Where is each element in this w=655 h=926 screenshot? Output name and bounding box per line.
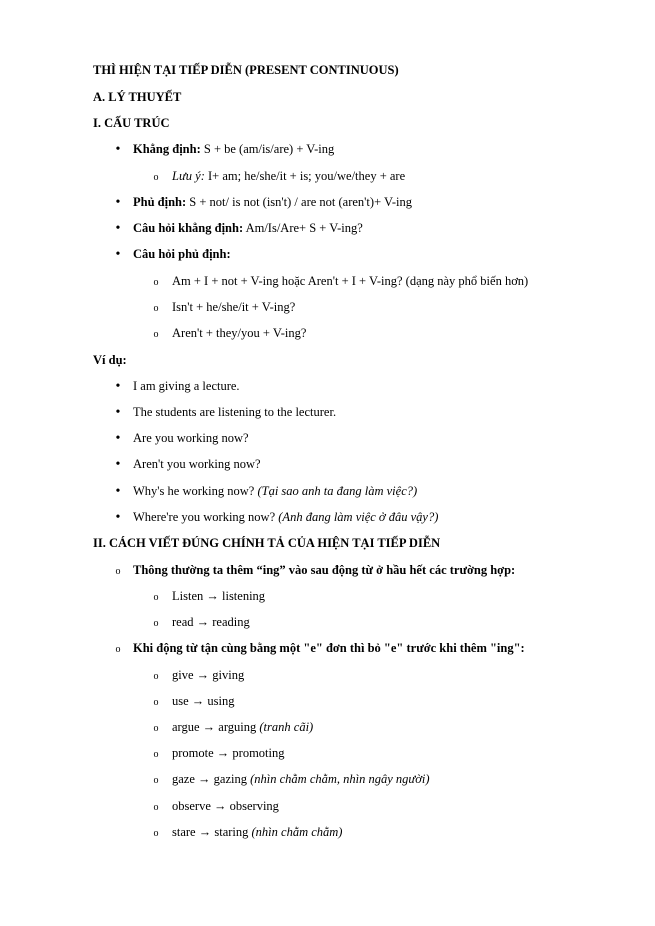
note-label: Lưu ý: (172, 169, 205, 183)
rule-1-example (172, 614, 250, 630)
example-text: The students are listening to the lecturer. (133, 405, 337, 419)
arrow-icon: → (216, 746, 230, 760)
note-line (172, 168, 405, 184)
example-translation: (Tại sao anh ta đang làm việc?) (257, 484, 418, 498)
example-item (133, 378, 240, 394)
verb-translation: (nhìn chằm chằm) (251, 825, 343, 839)
arrow-icon: → (198, 825, 212, 839)
question-label: Câu hỏi khẳng định: (133, 221, 244, 235)
section-a-heading: A. LÝ THUYẾT (93, 90, 182, 104)
rule-2-example (172, 771, 430, 787)
verb-ing: promoting (229, 746, 285, 760)
sub-bullet-icon (151, 719, 161, 735)
example-text: Aren't you working now? (133, 457, 261, 471)
rule-2-example (172, 798, 279, 814)
arrow-icon: → (191, 694, 205, 708)
section-i-heading: I. CẤU TRÚC (93, 116, 170, 130)
rule-2: Khi động từ tận cùng bằng một "e" đơn thì bỏ "e" trước khi thêm "ing": (133, 641, 525, 655)
bullet-icon (113, 456, 123, 472)
question-structure (133, 220, 363, 236)
verb-translation: (tranh cãi) (259, 720, 314, 734)
verb-ing: staring (211, 825, 252, 839)
bullet-icon (113, 378, 123, 394)
sub-bullet-icon (151, 693, 161, 709)
sub-bullet-icon (151, 771, 161, 787)
bullet-icon (113, 483, 123, 499)
bullet-icon (113, 509, 123, 525)
bullet-icon (113, 220, 123, 236)
negative-question-form-2: Isn't + he/she/it + V-ing? (172, 300, 296, 314)
verb-ing: gazing (210, 772, 251, 786)
sub-bullet-icon (151, 798, 161, 814)
verb-base: observe (172, 799, 214, 813)
rule-2-example (172, 745, 285, 761)
verb-base: argue (172, 720, 203, 734)
verb-base: promote (172, 746, 217, 760)
rule-1: Thông thường ta thêm “ing” vào sau động từ ở hầu hết các trường hợp: (133, 563, 516, 577)
example-item (133, 404, 336, 420)
bullet-icon (113, 246, 123, 262)
affirmative-label: Khẳng định: (133, 142, 201, 156)
verb-base: give (172, 668, 197, 682)
arrow-icon: → (198, 772, 211, 786)
rule-1-example (172, 588, 265, 604)
rule-2-example (172, 667, 244, 683)
sub-bullet-icon (151, 273, 161, 289)
verb-ing: reading (209, 615, 250, 629)
negative-question-structure (133, 246, 231, 262)
arrow-icon: → (214, 799, 227, 813)
example-text: Where're you working now? (133, 510, 279, 524)
sub-bullet-icon (151, 614, 161, 630)
example-item (133, 456, 261, 472)
sub-bullet-icon (151, 325, 161, 341)
bullet-icon (113, 141, 123, 157)
document-title: THÌ HIỆN TẠI TIẾP DIỄN (PRESENT CONTINUOUS) (93, 63, 399, 77)
example-item (133, 430, 249, 446)
sub-bullet-icon (151, 745, 161, 761)
rule-2-example (172, 719, 313, 735)
verb-ing: giving (209, 668, 245, 682)
sub-bullet-icon (151, 588, 161, 604)
verb-translation: (nhìn chằm chằm, nhìn ngây người) (250, 772, 430, 786)
negative-label: Phủ định: (133, 195, 187, 209)
arrow-icon: → (206, 589, 219, 603)
example-text: Why's he working now? (133, 484, 258, 498)
bullet-icon (113, 194, 123, 210)
sub-bullet-icon (113, 562, 123, 578)
note-text: I+ am; he/she/it + is; you/we/they + are (204, 169, 406, 183)
bullet-icon (113, 404, 123, 420)
affirmative-structure (133, 141, 334, 157)
sub-bullet-icon (151, 667, 161, 683)
verb-base: Listen (172, 589, 207, 603)
example-item (133, 483, 417, 499)
sub-bullet-icon (151, 824, 161, 840)
negative-question-label: Câu hỏi phủ định: (133, 247, 231, 261)
negative-question-form-1: Am + I + not + V-ing hoặc Aren't + I + V-ing? (dạng này phổ biến hơn) (172, 274, 529, 288)
rule-2-example (172, 693, 235, 709)
affirmative-text: S + be (am/is/are) + V-ing (200, 142, 335, 156)
rule-2-example (172, 824, 342, 840)
sub-bullet-icon (151, 168, 161, 184)
verb-ing: observing (226, 799, 279, 813)
verb-base: use (172, 694, 192, 708)
negative-question-form-3: Aren't + they/you + V-ing? (172, 326, 307, 340)
verb-ing: arguing (215, 720, 260, 734)
example-text: I am giving a lecture. (133, 379, 240, 393)
verb-base: gaze (172, 772, 199, 786)
sub-bullet-icon (113, 640, 123, 656)
sub-bullet-icon (151, 299, 161, 315)
arrow-icon: → (196, 615, 210, 629)
negative-structure (133, 194, 412, 210)
verb-ing: listening (218, 589, 266, 603)
example-translation: (Anh đang làm việc ở đâu vậy?) (278, 510, 439, 524)
example-item (133, 509, 438, 525)
bullet-icon (113, 430, 123, 446)
verb-base: stare (172, 825, 199, 839)
examples-heading: Ví dụ: (93, 353, 127, 367)
section-ii-heading: II. CÁCH VIẾT ĐÚNG CHÍNH TẢ CỦA HIỆN TẠI TIẾP DIỄN (93, 536, 441, 550)
question-text: Am/Is/Are+ S + V-ing? (243, 221, 363, 235)
negative-text: S + not/ is not (isn't) / are not (aren't)+ V-ing (186, 195, 413, 209)
arrow-icon: → (202, 720, 216, 734)
example-text: Are you working now? (133, 431, 249, 445)
verb-base: read (172, 615, 197, 629)
verb-ing: using (204, 694, 235, 708)
arrow-icon: → (196, 668, 210, 682)
